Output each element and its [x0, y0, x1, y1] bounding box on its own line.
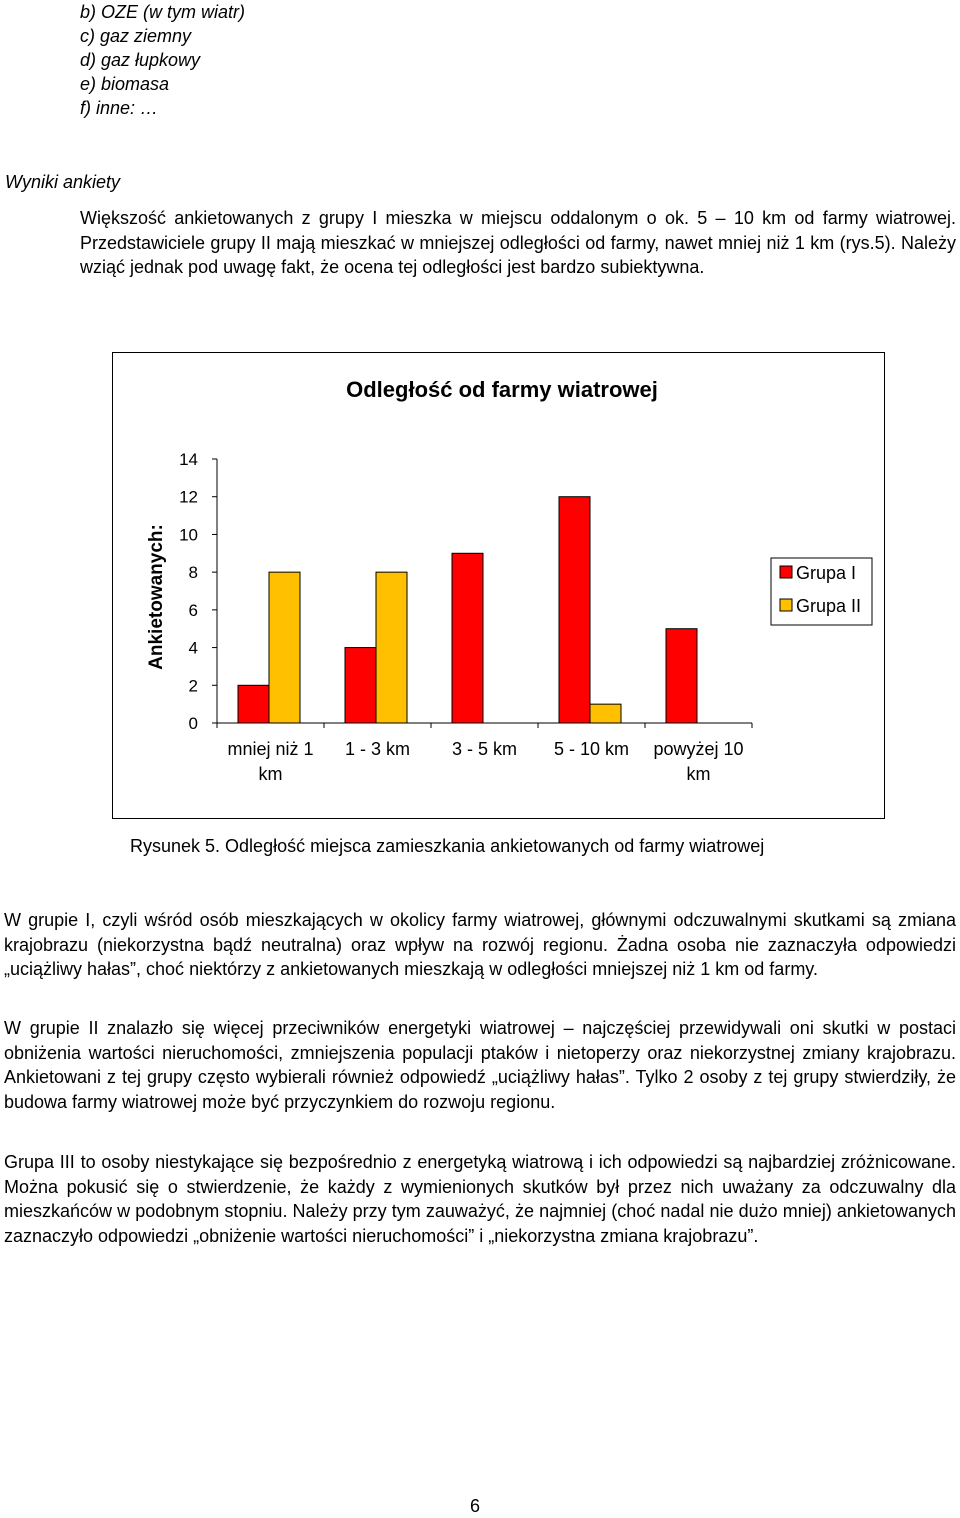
bar	[559, 497, 590, 723]
bar	[345, 648, 376, 723]
y-tick-label: 12	[179, 487, 198, 507]
body-paragraph: W grupie II znalazło się więcej przeciwników energetyki wiatrowej – najczęściej przewidywali oni skutki w postaci obniżenia wartości nieruchomości, zmniejszenia populacji ptaków i nietoperzy oraz niekorzystnej zmiany krajobrazu. Ankietowani z tej grupy często wybierali również odpowiedź „uciążliwy hałas”. Tylko 2 osoby z tej grupy stwierdziły, że budowa farmy wiatrowej może być przyczynkiem do rozwoju regionu.	[4, 1018, 956, 1112]
section-heading: Wyniki ankiety	[5, 172, 121, 192]
y-tick-label: 6	[188, 600, 198, 620]
y-tick-label: 2	[188, 676, 198, 696]
list-item: c) gaz ziemny	[80, 26, 192, 46]
y-tick-label: 8	[188, 563, 198, 583]
x-tick-label: mniej niż 1	[227, 739, 314, 759]
chart-title: Odległość od farmy wiatrowej	[346, 377, 658, 402]
y-axis-label: Ankietowanych:	[146, 524, 167, 670]
intro-paragraph: Większość ankietowanych z grupy I mieszka w miejscu oddalonym o ok. 5 – 10 km od farmy wiatrowej. Przedstawiciele grupy II mają mieszkać w mniejszej odległości od farmy, nawet mniej niż 1 km (rys.5). Należy wziąć jednak pod uwagę fakt, że ocena tej odległości jest bardzo subiektywna.	[80, 208, 956, 277]
body-paragraph: W grupie I, czyli wśród osób mieszkających w okolicy farmy wiatrowej, głównymi odczuwalnymi skutkami są zmiana krajobrazu (niekorzystna bądź neutralna) oraz wpływ na rozwój regionu. Żadna osoba nie zaznaczyła odpowiedzi „uciążliwy hałas”, choć niektórzy z ankietowanych mieszkają w odległości mniejszej niż 1 km od farmy.	[4, 910, 956, 979]
answer-options-list	[80, 0, 245, 120]
list-item: f) inne: …	[80, 98, 159, 118]
y-tick-label: 4	[188, 638, 198, 658]
bar	[238, 685, 269, 723]
legend-swatch	[780, 599, 792, 611]
bar	[269, 572, 300, 723]
bar-chart	[113, 353, 884, 818]
chart-figure	[112, 352, 885, 819]
figure-caption: Rysunek 5. Odległość miejsca zamieszkania ankietowanych od farmy wiatrowej	[130, 836, 765, 856]
bar	[376, 572, 407, 723]
x-tick-label: 3 - 5 km	[451, 739, 518, 759]
y-tick-label: 0	[188, 714, 198, 733]
x-tick-label: km	[686, 764, 711, 784]
bar	[452, 553, 483, 723]
x-tick-label: 5 - 10 km	[553, 739, 630, 759]
legend-swatch	[780, 566, 792, 578]
bar	[590, 704, 621, 723]
legend-label: Grupa I	[796, 563, 857, 583]
list-item: b) OZE (w tym wiatr)	[80, 2, 245, 22]
x-tick-label: km	[258, 764, 283, 784]
x-tick-label: 1 - 3 km	[344, 739, 411, 759]
body-paragraph: Grupa III to osoby niestykające się bezpośrednio z energetyką wiatrową i ich odpowiedzi są najbardziej zróżnicowane. Można pokusić się o stwierdzenie, że każdy z wymienionych skutków był przez nich uważany za odczuwalny dla mieszkańców w podobnym stopniu. Należy przy tym zauważyć, że najmniej (choć nadal nie dużo mniej) ankietowanych zaznaczyło odpowiedzi „obniżenie wartości nieruchomości” i „niekorzystna zmiana krajobrazu”.	[4, 1152, 956, 1246]
legend-label: Grupa II	[796, 596, 862, 616]
page-number: 6	[470, 1496, 481, 1516]
list-item: d) gaz łupkowy	[80, 50, 201, 70]
y-tick-label: 10	[179, 525, 198, 545]
x-tick-label: powyżej 10	[653, 739, 744, 759]
list-item: e) biomasa	[80, 74, 170, 94]
chart-legend	[771, 558, 872, 625]
y-tick-label: 14	[179, 450, 198, 469]
bar	[666, 629, 697, 723]
bars-layer	[238, 497, 697, 723]
